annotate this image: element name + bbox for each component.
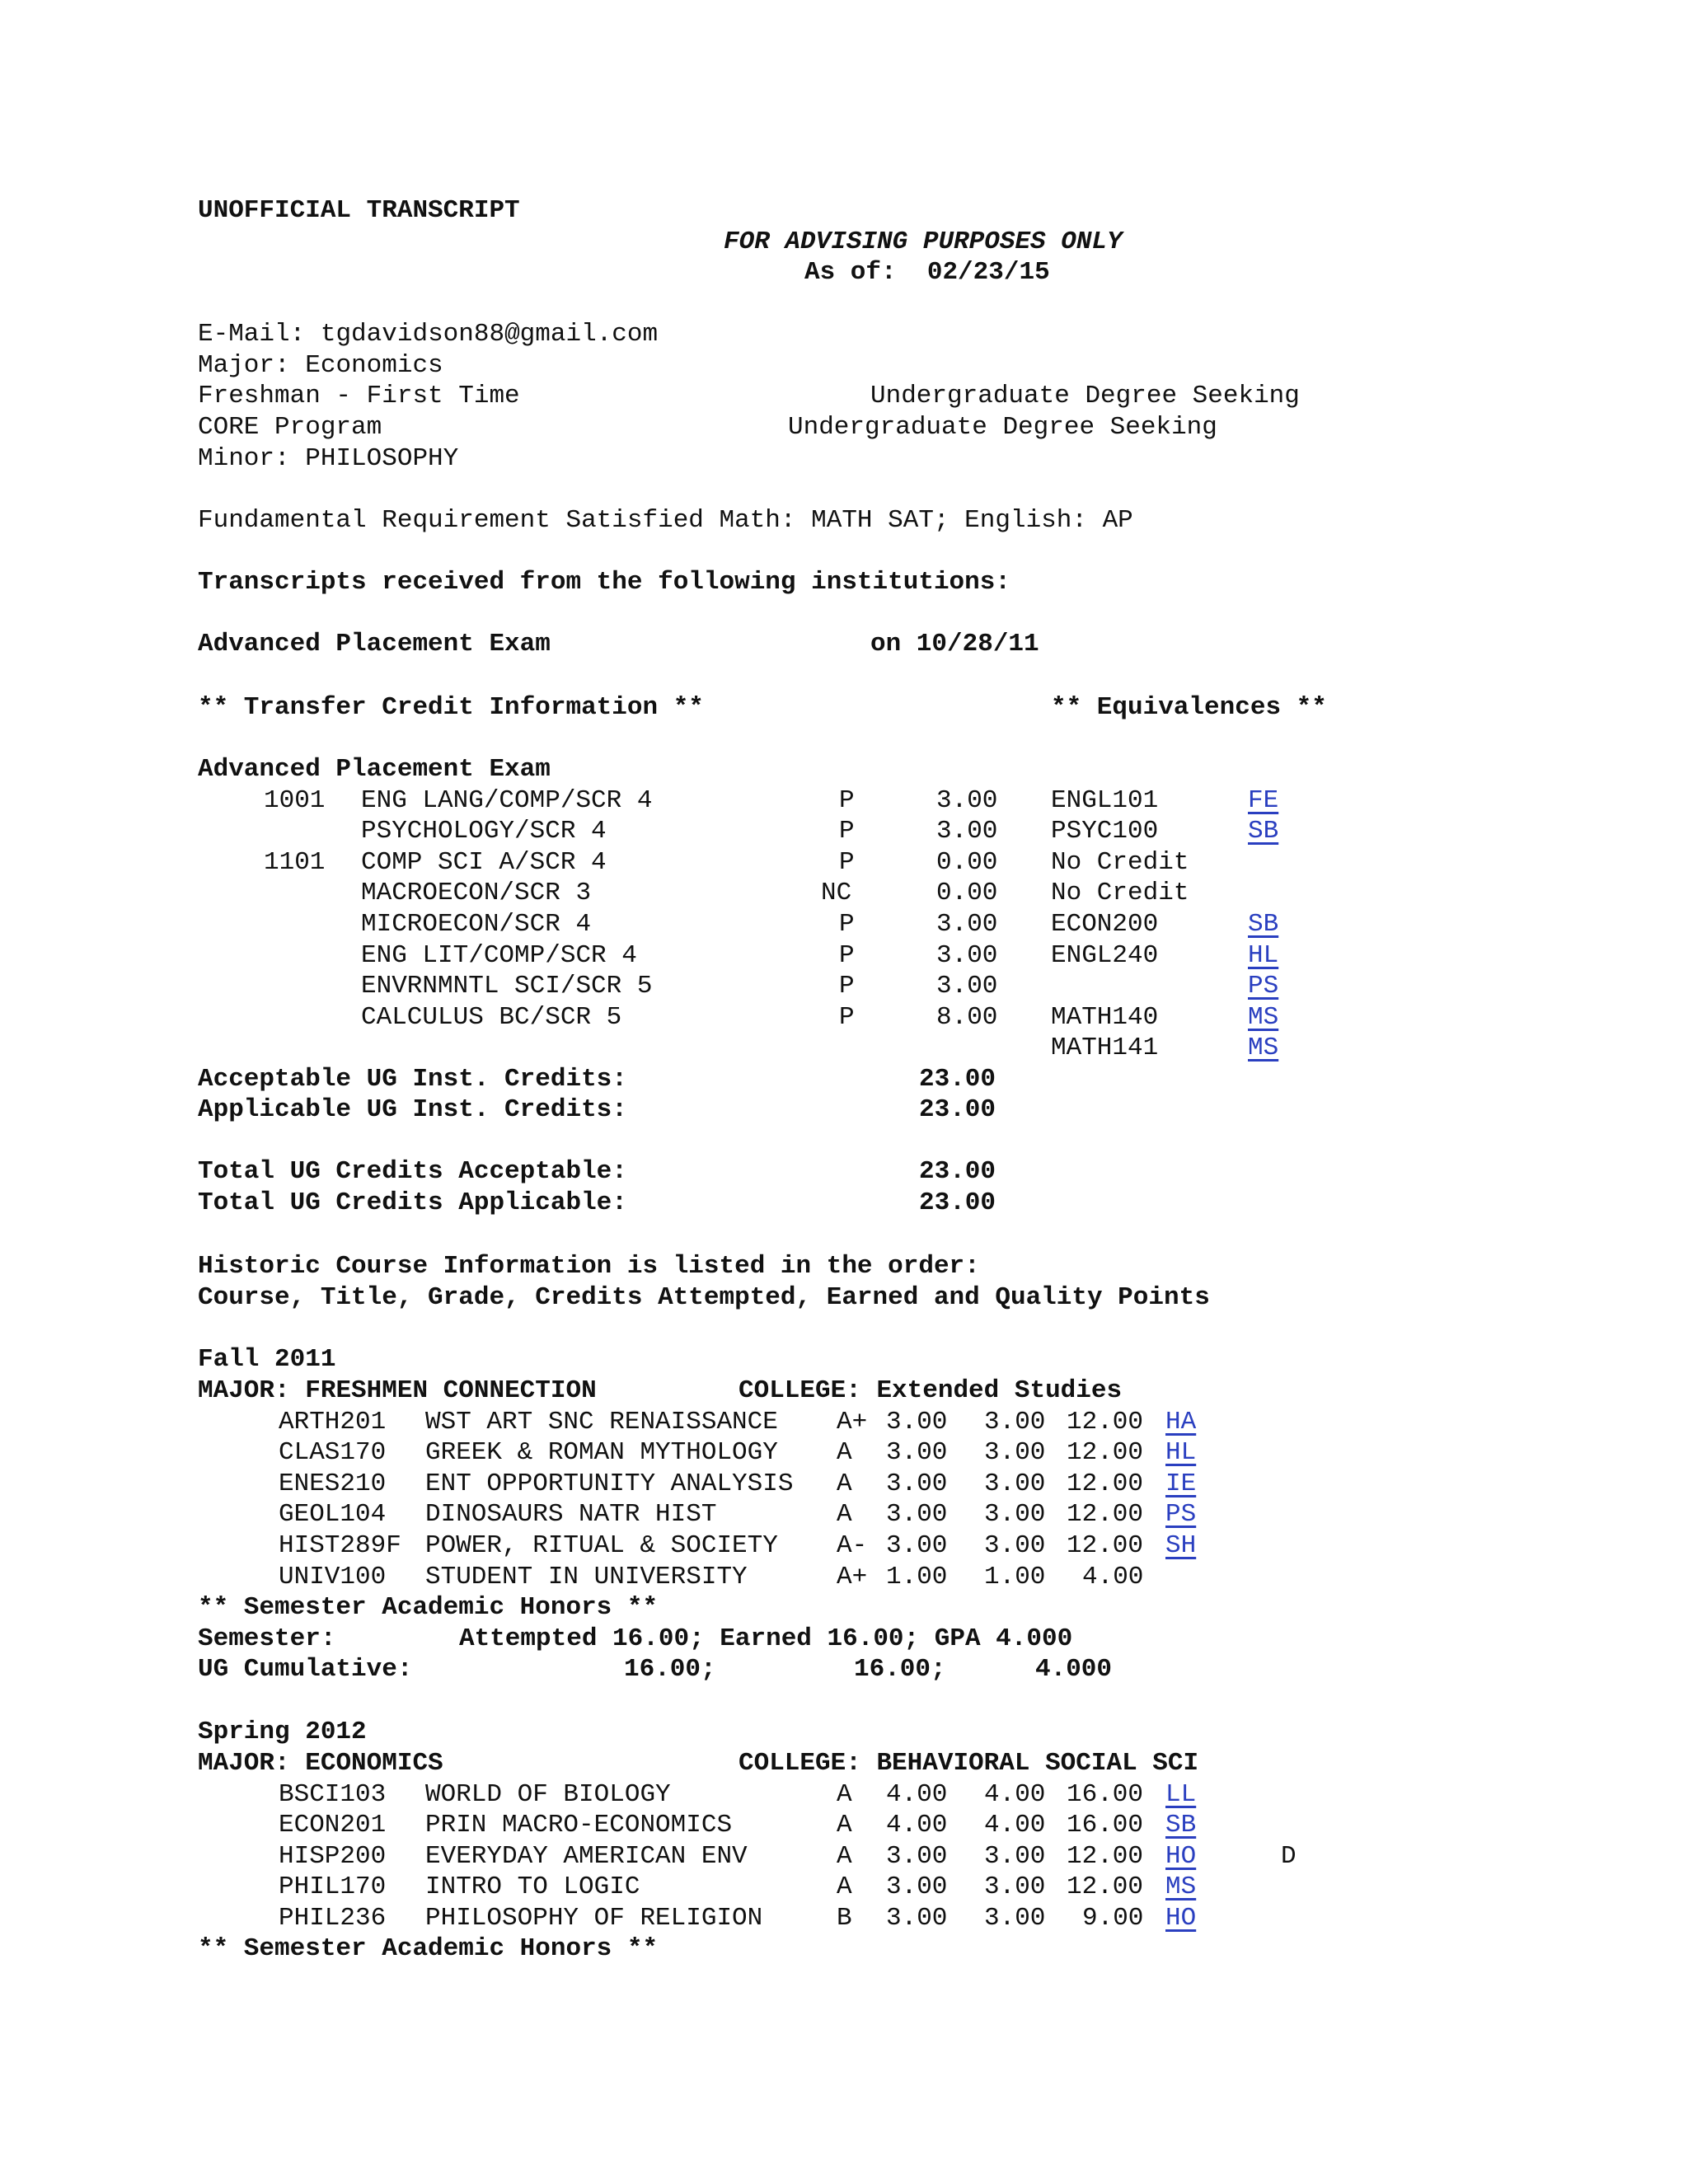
credits-earned: 3.00 bbox=[984, 1408, 1046, 1436]
email-value: tgdavidson88@gmail.com bbox=[320, 320, 659, 349]
gpa-label: GPA bbox=[934, 1624, 981, 1653]
course-title: STUDENT IN UNIVERSITY bbox=[425, 1563, 748, 1591]
course-title: PHILOSOPHY OF RELIGION bbox=[425, 1904, 763, 1933]
credits-attempted: 3.00 bbox=[886, 1842, 948, 1871]
transfer-grade: P bbox=[839, 941, 855, 970]
credits-earned: 4.00 bbox=[984, 1780, 1046, 1809]
gen-ed-link[interactable]: PS bbox=[1248, 972, 1279, 1001]
transfer-title: PSYCHOLOGY/SCR 4 bbox=[361, 817, 607, 846]
course-grade: A bbox=[837, 1780, 852, 1809]
quality-points: 9.00 bbox=[1082, 1904, 1144, 1933]
credits-earned: 3.00 bbox=[984, 1469, 1046, 1498]
transfer-credits: 0.00 bbox=[936, 848, 998, 877]
semester-gpa: 4.000 bbox=[996, 1624, 1073, 1653]
course-code: BSCI103 bbox=[279, 1780, 387, 1809]
transfer-credits: 8.00 bbox=[936, 1003, 998, 1032]
historic-info-line1: Historic Course Information is listed in the order: bbox=[198, 1252, 980, 1281]
gen-ed-link[interactable]: FE bbox=[1248, 786, 1279, 815]
course-title: DINOSAURS NATR HIST bbox=[425, 1500, 717, 1529]
equivalences-heading: ** Equivalences ** bbox=[1051, 693, 1327, 722]
acceptable-inst-credits-value: 23.00 bbox=[919, 1065, 996, 1094]
quality-points: 16.00 bbox=[1067, 1811, 1144, 1840]
course-code: PHIL170 bbox=[279, 1872, 387, 1901]
term-major bbox=[198, 1376, 597, 1406]
transfer-heading: ** Transfer Credit Information ** bbox=[198, 693, 704, 722]
classification: Freshman - First Time bbox=[198, 382, 520, 410]
credits-earned: 3.00 bbox=[984, 1842, 1046, 1871]
total-credits-acceptable-value: 23.00 bbox=[919, 1157, 996, 1186]
course-code: ENES210 bbox=[279, 1469, 387, 1498]
program-status: Undergraduate Degree Seeking bbox=[788, 413, 1217, 442]
college-label: COLLEGE: bbox=[738, 1749, 861, 1778]
course-title: GREEK & ROMAN MYTHOLOGY bbox=[425, 1438, 778, 1467]
total-credits-acceptable-label: Total UG Credits Acceptable: bbox=[198, 1157, 627, 1186]
transfer-grade: NC bbox=[821, 879, 852, 907]
quality-points: 12.00 bbox=[1067, 1408, 1144, 1436]
email-label: E-Mail: bbox=[198, 320, 306, 349]
credits-earned: 3.00 bbox=[984, 1500, 1046, 1529]
course-code: ARTH201 bbox=[279, 1408, 387, 1436]
course-grade: A bbox=[837, 1469, 852, 1498]
quality-points: 12.00 bbox=[1067, 1842, 1144, 1871]
semester-earned: 16.00; bbox=[827, 1624, 920, 1653]
course-code: ECON201 bbox=[279, 1811, 387, 1840]
credits-attempted: 1.00 bbox=[886, 1563, 948, 1591]
course-grade: A bbox=[837, 1811, 852, 1840]
major-line bbox=[198, 351, 443, 381]
term-name: Fall 2011 bbox=[198, 1345, 336, 1374]
gen-ed-link[interactable]: MS bbox=[1248, 1033, 1279, 1062]
as-of-date: 02/23/15 bbox=[926, 258, 1050, 287]
transfer-grade: P bbox=[839, 817, 855, 846]
course-grade: A bbox=[837, 1438, 852, 1467]
credits-earned: 3.00 bbox=[984, 1531, 1046, 1560]
transfer-code: 1001 bbox=[264, 786, 326, 815]
applicable-inst-credits-value: 23.00 bbox=[919, 1095, 996, 1124]
transfer-credits: 3.00 bbox=[936, 972, 998, 1001]
as-of-label: As of: bbox=[804, 258, 897, 287]
transfer-credits: 3.00 bbox=[936, 941, 998, 970]
credits-attempted: 3.00 bbox=[886, 1469, 948, 1498]
gen-ed-link[interactable]: HL bbox=[1248, 941, 1279, 970]
minor-line bbox=[198, 444, 458, 474]
advising-note: FOR ADVISING PURPOSES ONLY bbox=[724, 227, 1123, 256]
classification-status: Undergraduate Degree Seeking bbox=[870, 382, 1300, 410]
transfer-equivalent: ENGL101 bbox=[1051, 786, 1159, 815]
gen-ed-link[interactable]: HO bbox=[1165, 1904, 1197, 1933]
quality-points: 12.00 bbox=[1067, 1469, 1144, 1498]
course-code: GEOL104 bbox=[279, 1500, 387, 1529]
gen-ed-link[interactable]: LL bbox=[1165, 1780, 1197, 1809]
total-credits-applicable-label: Total UG Credits Applicable: bbox=[198, 1188, 627, 1217]
acceptable-inst-credits-label: Acceptable UG Inst. Credits: bbox=[198, 1065, 627, 1094]
minor-value: PHILOSOPHY bbox=[305, 444, 459, 473]
gen-ed-link[interactable]: MS bbox=[1165, 1872, 1197, 1901]
transcript-received-date: on 10/28/11 bbox=[870, 630, 1039, 658]
transfer-credits: 0.00 bbox=[936, 879, 998, 907]
transfer-grade: P bbox=[839, 972, 855, 1001]
transfer-equivalent: MATH141 bbox=[1051, 1033, 1159, 1062]
semester-honors: ** Semester Academic Honors ** bbox=[198, 1593, 659, 1622]
credits-earned: 1.00 bbox=[984, 1563, 1046, 1591]
transfer-grade: P bbox=[839, 848, 855, 877]
transfer-title: COMP SCI A/SCR 4 bbox=[361, 848, 607, 877]
cumulative-gpa: 4.000 bbox=[1035, 1655, 1113, 1684]
cumulative-label: UG Cumulative: bbox=[198, 1655, 413, 1684]
gen-ed-link[interactable]: HO bbox=[1165, 1842, 1197, 1871]
course-grade: A bbox=[837, 1500, 852, 1529]
historic-info-line2: Course, Title, Grade, Credits Attempted, Earned and Quality Points bbox=[198, 1283, 1210, 1312]
course-title: POWER, RITUAL & SOCIETY bbox=[425, 1531, 778, 1560]
credits-attempted: 3.00 bbox=[886, 1531, 948, 1560]
major-value: FRESHMEN CONNECTION bbox=[305, 1376, 597, 1405]
quality-points: 12.00 bbox=[1067, 1872, 1144, 1901]
term-name: Spring 2012 bbox=[198, 1718, 367, 1746]
credits-attempted: 4.00 bbox=[886, 1780, 948, 1809]
gen-ed-link[interactable]: HA bbox=[1165, 1408, 1197, 1436]
transfer-title: MACROECON/SCR 3 bbox=[361, 879, 592, 907]
transfer-equivalent: PSYC100 bbox=[1051, 817, 1159, 846]
quality-points: 16.00 bbox=[1067, 1780, 1144, 1809]
as-of-line bbox=[804, 258, 1050, 288]
course-title: INTRO TO LOGIC bbox=[425, 1872, 640, 1901]
semester-honors: ** Semester Academic Honors ** bbox=[198, 1934, 659, 1963]
quality-points: 12.00 bbox=[1067, 1438, 1144, 1467]
credits-earned: 4.00 bbox=[984, 1811, 1046, 1840]
credits-attempted: 3.00 bbox=[886, 1408, 948, 1436]
transfer-equivalent: ECON200 bbox=[1051, 910, 1159, 939]
major-label: MAJOR: bbox=[198, 1376, 290, 1405]
transfer-title: CALCULUS BC/SCR 5 bbox=[361, 1003, 622, 1032]
transfer-code: 1101 bbox=[264, 848, 326, 877]
gen-ed-link[interactable]: SB bbox=[1165, 1811, 1197, 1840]
quality-points: 12.00 bbox=[1067, 1531, 1144, 1560]
major-value: ECONOMICS bbox=[305, 1749, 443, 1778]
course-title: ENT OPPORTUNITY ANALYSIS bbox=[425, 1469, 794, 1498]
major-label: Major: bbox=[198, 351, 290, 380]
transfer-title: ENVRNMNTL SCI/SCR 5 bbox=[361, 972, 653, 1001]
term-college bbox=[738, 1749, 1198, 1779]
transfer-title: MICROECON/SCR 4 bbox=[361, 910, 592, 939]
semester-summary bbox=[459, 1624, 1072, 1654]
credits-earned: 3.00 bbox=[984, 1438, 1046, 1467]
credits-attempted: 4.00 bbox=[886, 1811, 948, 1840]
course-grade: A+ bbox=[837, 1563, 868, 1591]
minor-label: Minor: bbox=[198, 444, 290, 473]
course-code: HIST289F bbox=[279, 1531, 401, 1560]
gen-ed-link[interactable]: SB bbox=[1248, 817, 1279, 846]
document-title: UNOFFICIAL TRANSCRIPT bbox=[198, 196, 520, 225]
gen-ed-link[interactable]: SH bbox=[1165, 1531, 1197, 1560]
course-title: PRIN MACRO-ECONOMICS bbox=[425, 1811, 733, 1840]
fundamental-requirement: Fundamental Requirement Satisfied Math: MATH SAT; English: AP bbox=[198, 506, 1133, 535]
college-value: Extended Studies bbox=[876, 1376, 1123, 1405]
course-grade: B bbox=[837, 1904, 852, 1933]
gen-ed-link[interactable]: SB bbox=[1248, 910, 1279, 939]
transfer-title: ENG LIT/COMP/SCR 4 bbox=[361, 941, 637, 970]
program: CORE Program bbox=[198, 413, 382, 442]
course-title: WORLD OF BIOLOGY bbox=[425, 1780, 671, 1809]
transfer-title: ENG LANG/COMP/SCR 4 bbox=[361, 786, 653, 815]
gen-ed-link[interactable]: IE bbox=[1165, 1469, 1197, 1498]
course-grade: A bbox=[837, 1872, 852, 1901]
major-value: Economics bbox=[305, 351, 443, 380]
course-note: D bbox=[1281, 1842, 1296, 1871]
semester-attempted: 16.00; bbox=[612, 1624, 705, 1653]
cumulative-attempted: 16.00; bbox=[624, 1655, 716, 1684]
gen-ed-link[interactable]: HL bbox=[1165, 1438, 1197, 1467]
major-label: MAJOR: bbox=[198, 1749, 290, 1778]
transfer-credits: 3.00 bbox=[936, 817, 998, 846]
course-code: UNIV100 bbox=[279, 1563, 387, 1591]
course-grade: A- bbox=[837, 1531, 868, 1560]
credits-earned: 3.00 bbox=[984, 1872, 1046, 1901]
course-code: CLAS170 bbox=[279, 1438, 387, 1467]
quality-points: 12.00 bbox=[1067, 1500, 1144, 1529]
gen-ed-link[interactable]: MS bbox=[1248, 1003, 1279, 1032]
earned-label: Earned bbox=[720, 1624, 812, 1653]
credits-earned: 3.00 bbox=[984, 1904, 1046, 1933]
college-label: COLLEGE: bbox=[738, 1376, 861, 1405]
term-college bbox=[738, 1376, 1122, 1406]
course-title: WST ART SNC RENAISSANCE bbox=[425, 1408, 778, 1436]
course-code: HISP200 bbox=[279, 1842, 387, 1871]
transfer-equivalent: MATH140 bbox=[1051, 1003, 1159, 1032]
course-title: EVERYDAY AMERICAN ENV bbox=[425, 1842, 748, 1871]
transfer-grade: P bbox=[839, 910, 855, 939]
transfer-grade: P bbox=[839, 1003, 855, 1032]
transfer-institution: Advanced Placement Exam bbox=[198, 755, 551, 784]
gen-ed-link[interactable]: PS bbox=[1165, 1500, 1197, 1529]
attempted-label: Attempted bbox=[459, 1624, 598, 1653]
applicable-inst-credits-label: Applicable UG Inst. Credits: bbox=[198, 1095, 627, 1124]
quality-points: 4.00 bbox=[1082, 1563, 1144, 1591]
course-grade: A+ bbox=[837, 1408, 868, 1436]
transcript-institution: Advanced Placement Exam bbox=[198, 630, 551, 658]
credits-attempted: 3.00 bbox=[886, 1438, 948, 1467]
cumulative-earned: 16.00; bbox=[854, 1655, 946, 1684]
transfer-equivalent: ENGL240 bbox=[1051, 941, 1159, 970]
total-credits-applicable-value: 23.00 bbox=[919, 1188, 996, 1217]
credits-attempted: 3.00 bbox=[886, 1872, 948, 1901]
transfer-credits: 3.00 bbox=[936, 786, 998, 815]
course-code: PHIL236 bbox=[279, 1904, 387, 1933]
transfer-equivalent: No Credit bbox=[1051, 879, 1189, 907]
term-major bbox=[198, 1749, 443, 1779]
credits-attempted: 3.00 bbox=[886, 1904, 948, 1933]
course-grade: A bbox=[837, 1842, 852, 1871]
transfer-equivalent: No Credit bbox=[1051, 848, 1189, 877]
semester-summary-label: Semester: bbox=[198, 1624, 336, 1653]
college-value: BEHAVIORAL SOCIAL SCI bbox=[876, 1749, 1199, 1778]
credits-attempted: 3.00 bbox=[886, 1500, 948, 1529]
transfer-grade: P bbox=[839, 786, 855, 815]
transcripts-heading: Transcripts received from the following institutions: bbox=[198, 568, 1010, 597]
transfer-credits: 3.00 bbox=[936, 910, 998, 939]
email-line bbox=[198, 320, 658, 349]
